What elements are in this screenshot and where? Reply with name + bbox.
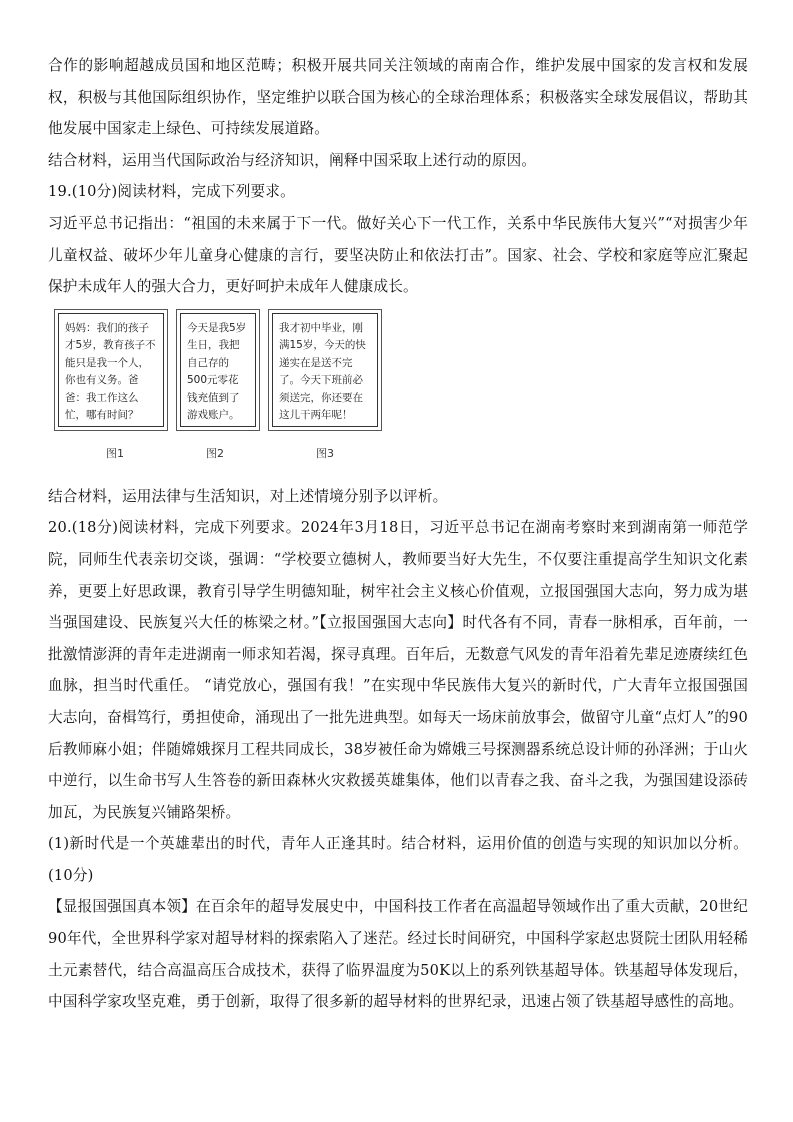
figure-3-text: 我才初中毕业，刚满15岁，今天的快递实在是送不完了。今天下班前必须送完，你还要在这儿干两年呢！ (272, 313, 378, 427)
question-20-material-2: 【显报国强国真本领】在百余年的超导发展史中，中国科技工作者在高温超导领域作出了重大贡献，20世纪90年代，全世界科学家对超导材料的探索陷入了迷茫。经过长时间研究，中国科学家赵忠贤院士团队用轻稀土元素替代，结合高温高压合成技术，获得了临界温度为50K以上的系列铁基超导体。铁基超导体发现后，中国科学家攻坚克难，勇于创新，取得了很多新的超导材料的世界纪录，迅速占领了铁基超导感性的高地。 (48, 898, 748, 1011)
figure-2-text: 今天是我5岁生日，我把自己存的500元零花钱充值到了游戏账户。 (180, 313, 256, 427)
question-19-heading: 19.(10分)阅读材料，完成下列要求。 (48, 183, 295, 201)
paragraph-continuation: 合作的影响超越成员国和地区范畴；积极开展共同关注领域的南南合作，维护发展中国家的发言权和发展权，积极与其他国际组织协作，坚定维护以联合国为核心的全球治理体系；积极落实全球发展倡议，帮助其他发展中国家走上绿色、可持续发展道路。 (48, 57, 748, 138)
figure-3-caption: 图3 (316, 446, 334, 460)
document-page (48, 50, 748, 1018)
figure-2-caption: 图2 (206, 446, 224, 460)
question-20-material: 20.(18分)阅读材料，完成下列要求。2024年3月18日，习近平总书记在湖南考察时来到湖南第一师范学院，同师生代表亲切交谈，强调：“学校要立德树人，教师要当好大先生，不仅要注重提高学生知识文化素养，更要上好思政课，教育引导学生明德知耻，树牢社会主义核心价值观，立报国强国大志向，努力成为堪当强国建设、民族复兴大任的栋梁之材。”【立报国强国大志向】时代各有不同，青春一脉相承，百年前，一批激情澎湃的青年走进湖南一师求知若渴，探寻真理。百年后，无数意气风发的青年沿着先辈足迹赓续红色血脉，担当时代重任。 “请党放心，强国有我！”在实现中华民族伟大复兴的新时代，广大青年立报国强国大志向，奋楫笃行，勇担使命，涌现出了一批先进典型。如每天一场床前放事会，做留守儿童“点灯人”的90后教师麻小姐；伴随嫦娥探月工程共同成长，38岁被任命为嫦娥三号探测器系统总设计师的孙泽洲；于山火中逆行，以生命书写人生答卷的新田森林火灾救援英雄集体，他们以青春之我、奋斗之我，为强国建设添砖加瓦，为民族复兴铺路架桥。 (48, 519, 749, 821)
question-18-prompt: 结合材料，运用当代国际政治与经济知识，阐释中国采取上述行动的原因。 (48, 151, 537, 169)
figure-1-text: 妈妈：我们的孩子才5岁，教育孩子不能只是我一个人，你也有义务。爸爸：我工作这么忙，哪有时间？ (58, 313, 164, 427)
question-19-prompt: 结合材料，运用法律与生活知识，对上述情境分别予以评析。 (48, 487, 448, 505)
figure-row (48, 309, 748, 469)
question-20-part-1: (1)新时代是一个英雄辈出的时代，青年人正逢其时。结合材料，运用价值的创造与实现的知识加以分析。(10分) (48, 835, 748, 884)
figure-1-caption: 图1 (106, 446, 124, 460)
question-19-material: 习近平总书记指出：“祖国的未来属于下一代。做好关心下一代工作，关系中华民族伟大复兴”“对损害少年儿童权益、破坏少年儿童身心健康的言行，要坚决防止和依法打击”。国家、社会、学校和家庭等应汇聚起保护未成年人的强大合力，更好呵护未成年人健康成长。 (48, 214, 748, 296)
